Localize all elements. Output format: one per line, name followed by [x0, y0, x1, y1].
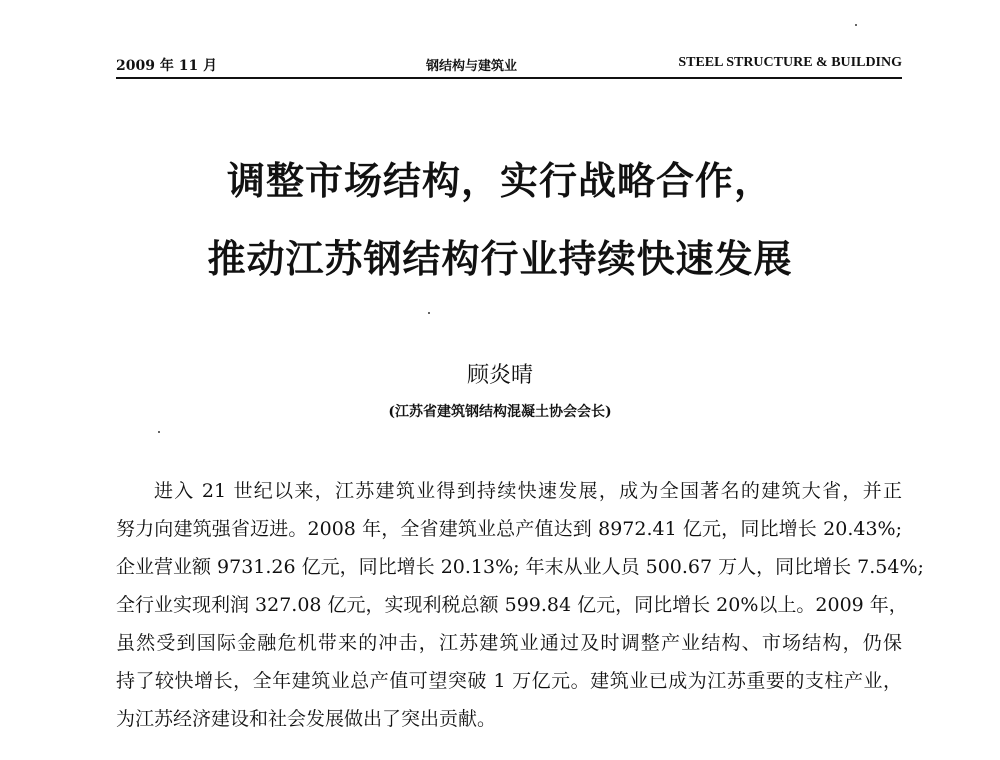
body-line: 持了较快增长，全年建筑业总产值可望突破 1 万亿元。建筑业已成为江苏重要的支柱产业，	[116, 670, 902, 692]
body-line: 努力向建筑强省迈进。2008 年，全省建筑业总产值达到 8972.41 亿元，同比增长 20.43%;	[116, 518, 902, 540]
body-line: 为江苏经济建设和社会发展做出了突出贡献。	[116, 708, 497, 730]
scan-speck	[855, 24, 857, 26]
author-name: 顾炎晴	[466, 363, 533, 388]
author-affiliation: (江苏省建筑钢结构混凝土协会会长)	[388, 404, 612, 420]
running-header	[116, 52, 902, 74]
body-line: 企业营业额 9731.26 亿元，同比增长 20.13%; 年末从业人员 500.67 万人，同比增长 7.54%;	[116, 556, 924, 578]
article-title-line-2: 推动江苏钢结构行业持续快速发展	[207, 237, 793, 281]
scan-speck	[428, 312, 430, 314]
scan-speck	[158, 431, 160, 433]
article-title-line-1: 调整市场结构，实行战略合作，	[226, 159, 773, 203]
header-rule	[116, 77, 902, 79]
header-journal-cn: 钢结构与建筑业	[426, 59, 518, 74]
header-journal-en: STEEL STRUCTURE & BUILDING	[678, 55, 902, 70]
body-line: 全行业实现利润 327.08 亿元，实现利税总额 599.84 亿元，同比增长 20%以上。2009 年，	[116, 594, 908, 616]
header-date: 2009 年 11 月	[116, 58, 218, 74]
body-line: 进入 21 世纪以来，江苏建筑业得到持续快速发展，成为全国著名的建筑大省，并正	[154, 480, 902, 502]
body-line: 虽然受到国际金融危机带来的冲击，江苏建筑业通过及时调整产业结构、市场结构，仍保	[116, 632, 902, 654]
body-paragraph	[116, 472, 924, 738]
